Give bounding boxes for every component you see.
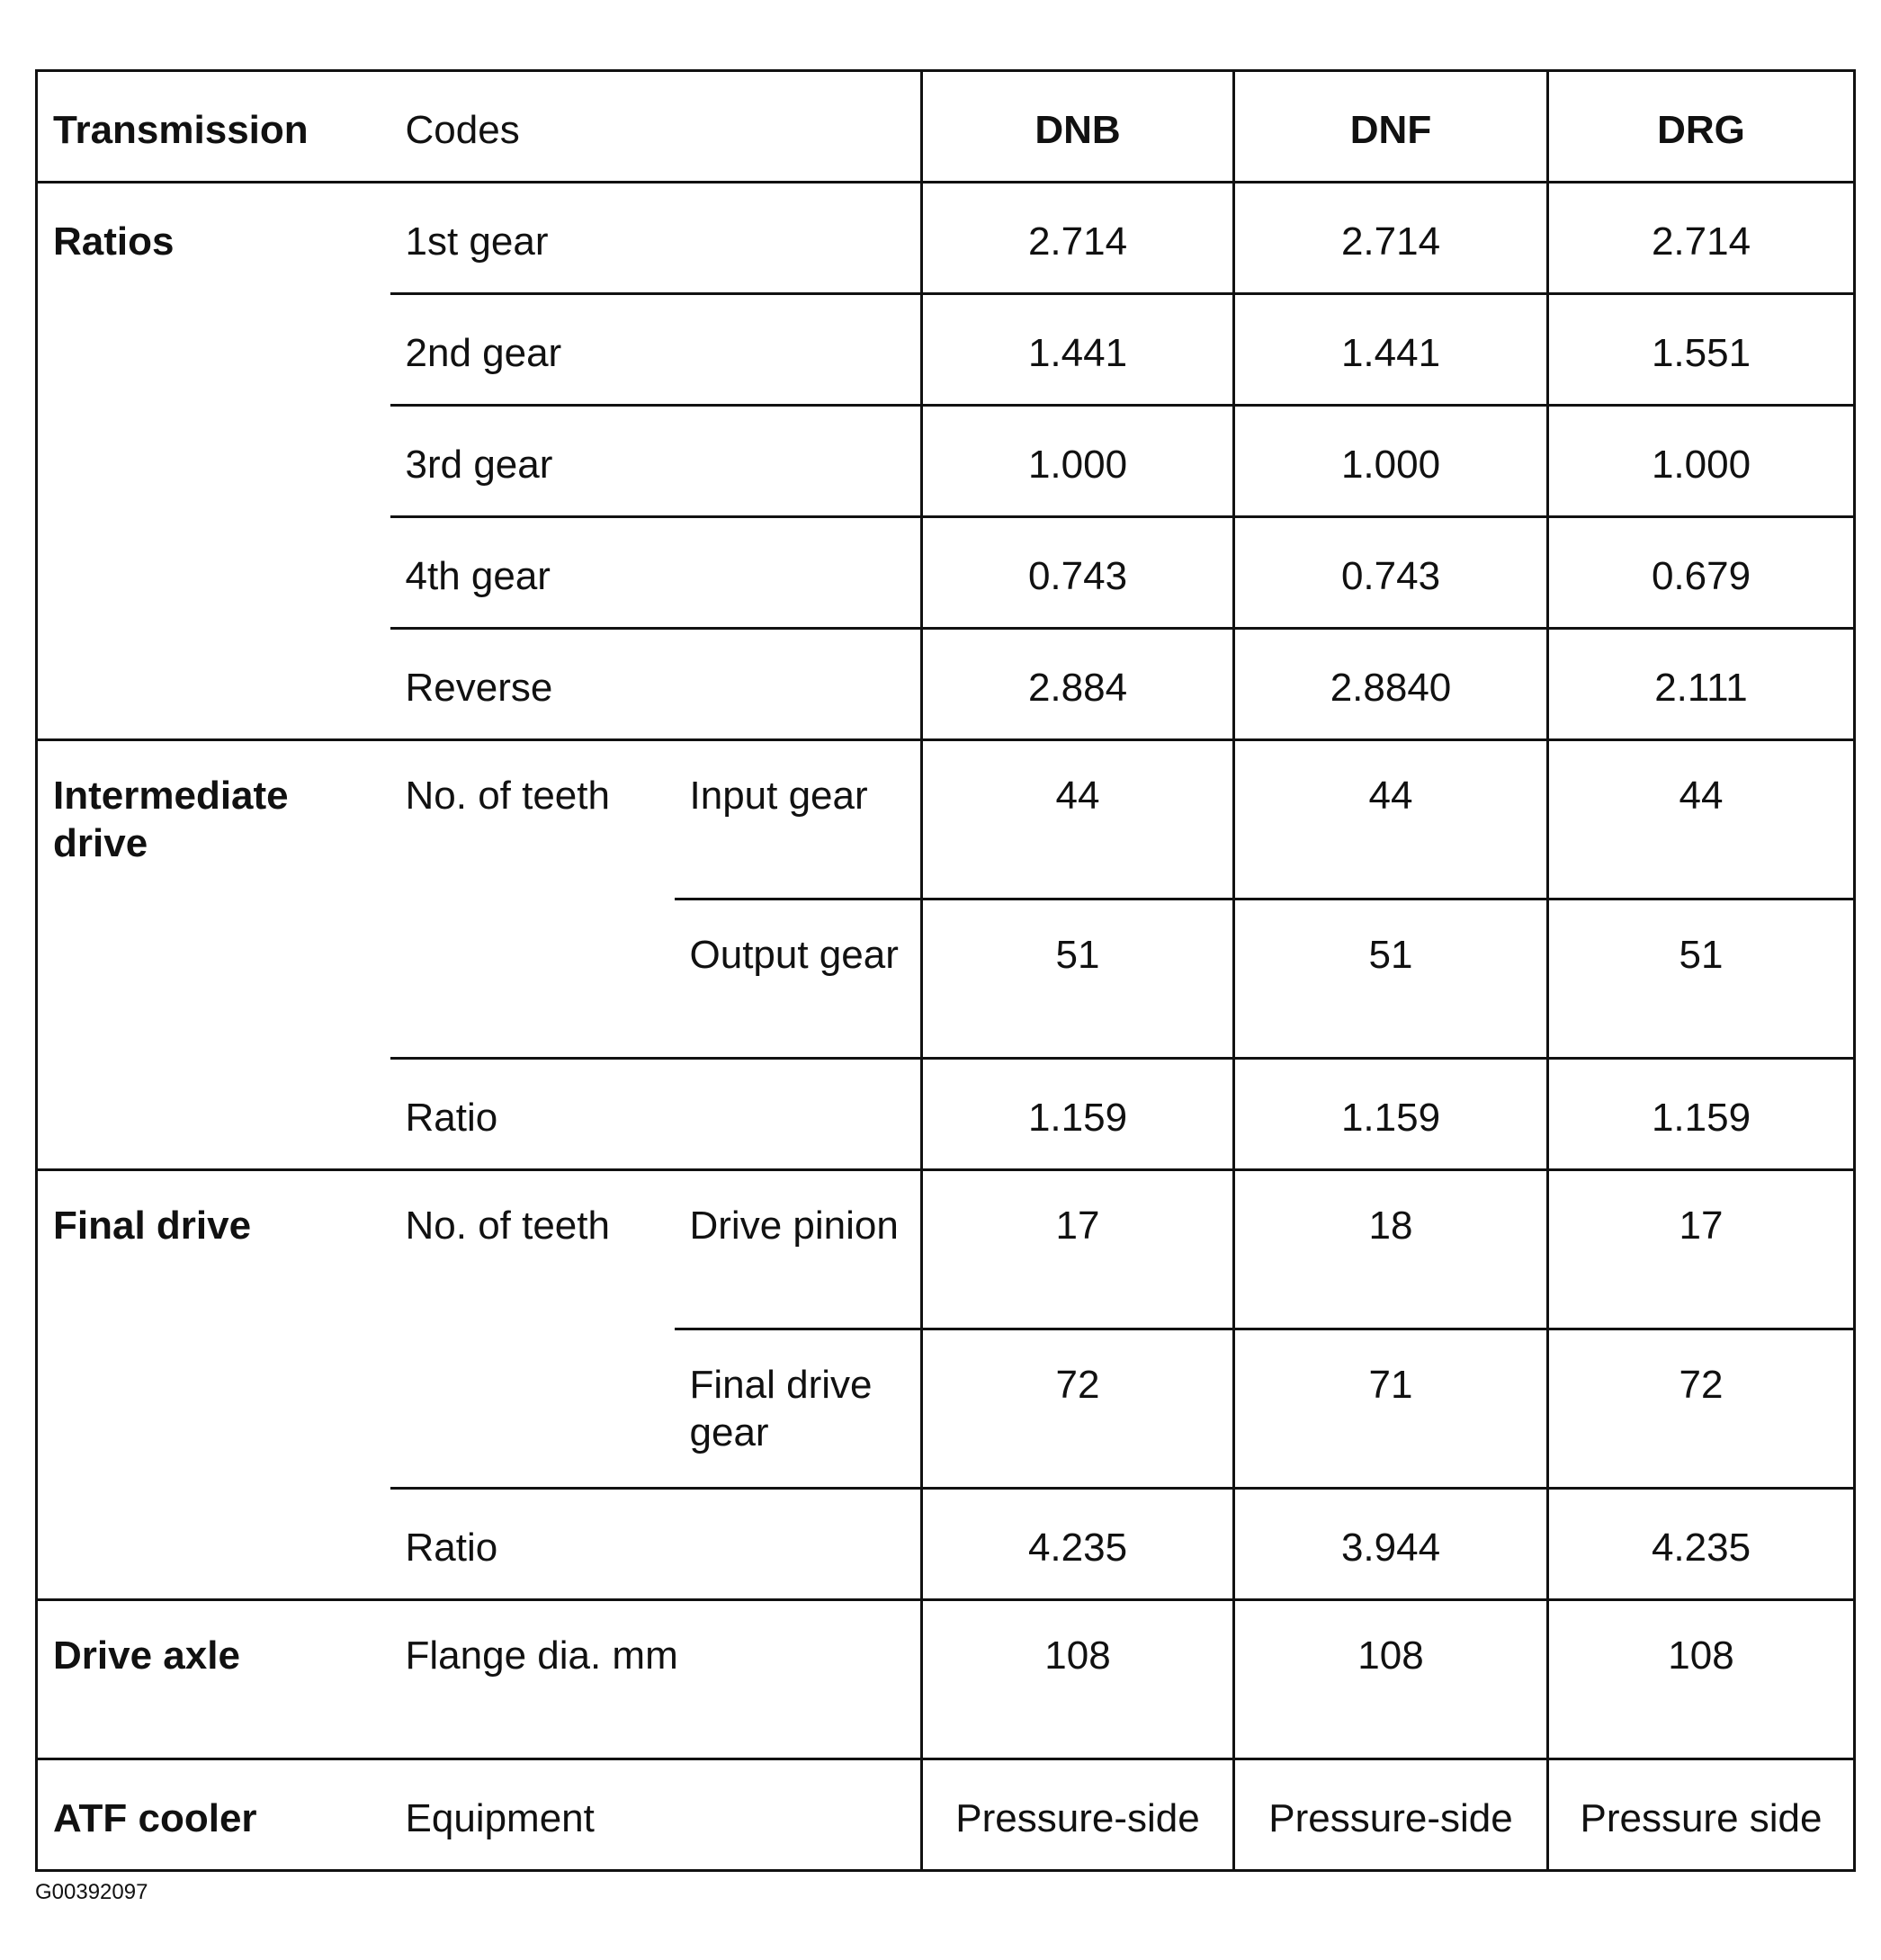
row-label: Ratio [390, 1059, 922, 1170]
row-label: Drive pinion [689, 1204, 899, 1248]
value-cell: 2.884 [922, 629, 1234, 740]
codes-heading: Codes [390, 71, 922, 183]
value-cell: 0.743 [922, 517, 1234, 629]
code-dnb-heading: DNB [922, 71, 1234, 183]
code-dnf-heading: DNF [1234, 71, 1548, 183]
row-label: Ratio [390, 1489, 922, 1600]
header-row [37, 71, 1855, 183]
atf-cooler-section-label: ATF cooler [37, 1759, 390, 1871]
value-cell: 51 [1548, 899, 1855, 1059]
value-cell: 71 [1234, 1329, 1548, 1489]
value-cell: 2.714 [1234, 183, 1548, 294]
value-cell: 1.441 [922, 294, 1234, 406]
value-cell: 108 [1234, 1600, 1548, 1759]
value-cell: 108 [1548, 1600, 1855, 1759]
value-cell: 51 [922, 899, 1234, 1059]
intermediate-drive-section-label: Intermediate drive [37, 740, 390, 1170]
value-cell: 72 [1548, 1329, 1855, 1489]
value-cell: 44 [922, 740, 1234, 899]
transmission-spec-table [35, 69, 1856, 1872]
value-cell: 1.159 [922, 1059, 1234, 1170]
value-cell: 18 [1234, 1170, 1548, 1329]
row-label: 1st gear [405, 219, 549, 264]
code-drg-heading: DRG [1548, 71, 1855, 183]
table-row [37, 183, 1855, 294]
value-cell: 4.235 [1548, 1489, 1855, 1600]
value-cell: 51 [1234, 899, 1548, 1059]
row-label: Final drive gear [675, 1329, 922, 1489]
row-label: Equipment [390, 1759, 922, 1871]
table-row [37, 1170, 1855, 1329]
figure-id: G00392097 [35, 1880, 148, 1904]
value-cell: 44 [1234, 740, 1548, 899]
value-cell: 0.679 [1548, 517, 1855, 629]
row-label: 2nd gear [390, 294, 922, 406]
transmission-heading: Transmission [37, 71, 390, 183]
ratios-section-label: Ratios [37, 183, 390, 740]
teeth-label: No. of teeth [405, 1204, 610, 1248]
value-cell: Pressure-side [922, 1759, 1234, 1871]
value-cell: 2.714 [922, 183, 1234, 294]
value-cell: 17 [1548, 1170, 1855, 1329]
row-label: Input gear [689, 774, 868, 818]
value-cell: 1.000 [1548, 406, 1855, 517]
value-cell: 2.714 [1548, 183, 1855, 294]
table-row [37, 1600, 1855, 1759]
final-drive-section-label: Final drive [37, 1170, 390, 1600]
value-cell: Pressure side [1548, 1759, 1855, 1871]
value-cell: 1.159 [1548, 1059, 1855, 1170]
value-cell: 0.743 [1234, 517, 1548, 629]
value-cell: 4.235 [922, 1489, 1234, 1600]
value-cell: 1.000 [922, 406, 1234, 517]
row-label: 4th gear [390, 517, 922, 629]
row-label: Flange dia. mm [390, 1600, 922, 1759]
value-cell: 44 [1548, 740, 1855, 899]
value-cell: 1.551 [1548, 294, 1855, 406]
value-cell: 108 [922, 1600, 1234, 1759]
table-row [37, 1759, 1855, 1871]
row-label: Reverse [390, 629, 922, 740]
value-cell: 1.441 [1234, 294, 1548, 406]
row-label: Output gear [675, 899, 922, 1059]
table-row [37, 740, 1855, 899]
value-cell: 2.8840 [1234, 629, 1548, 740]
row-label: 3rd gear [390, 406, 922, 517]
value-cell: 1.159 [1234, 1059, 1548, 1170]
teeth-label: No. of teeth [405, 774, 610, 818]
value-cell: 72 [922, 1329, 1234, 1489]
value-cell: 1.000 [1234, 406, 1548, 517]
value-cell: 2.111 [1548, 629, 1855, 740]
value-cell: Pressure-side [1234, 1759, 1548, 1871]
drive-axle-section-label: Drive axle [37, 1600, 390, 1759]
value-cell: 3.944 [1234, 1489, 1548, 1600]
value-cell: 17 [922, 1170, 1234, 1329]
